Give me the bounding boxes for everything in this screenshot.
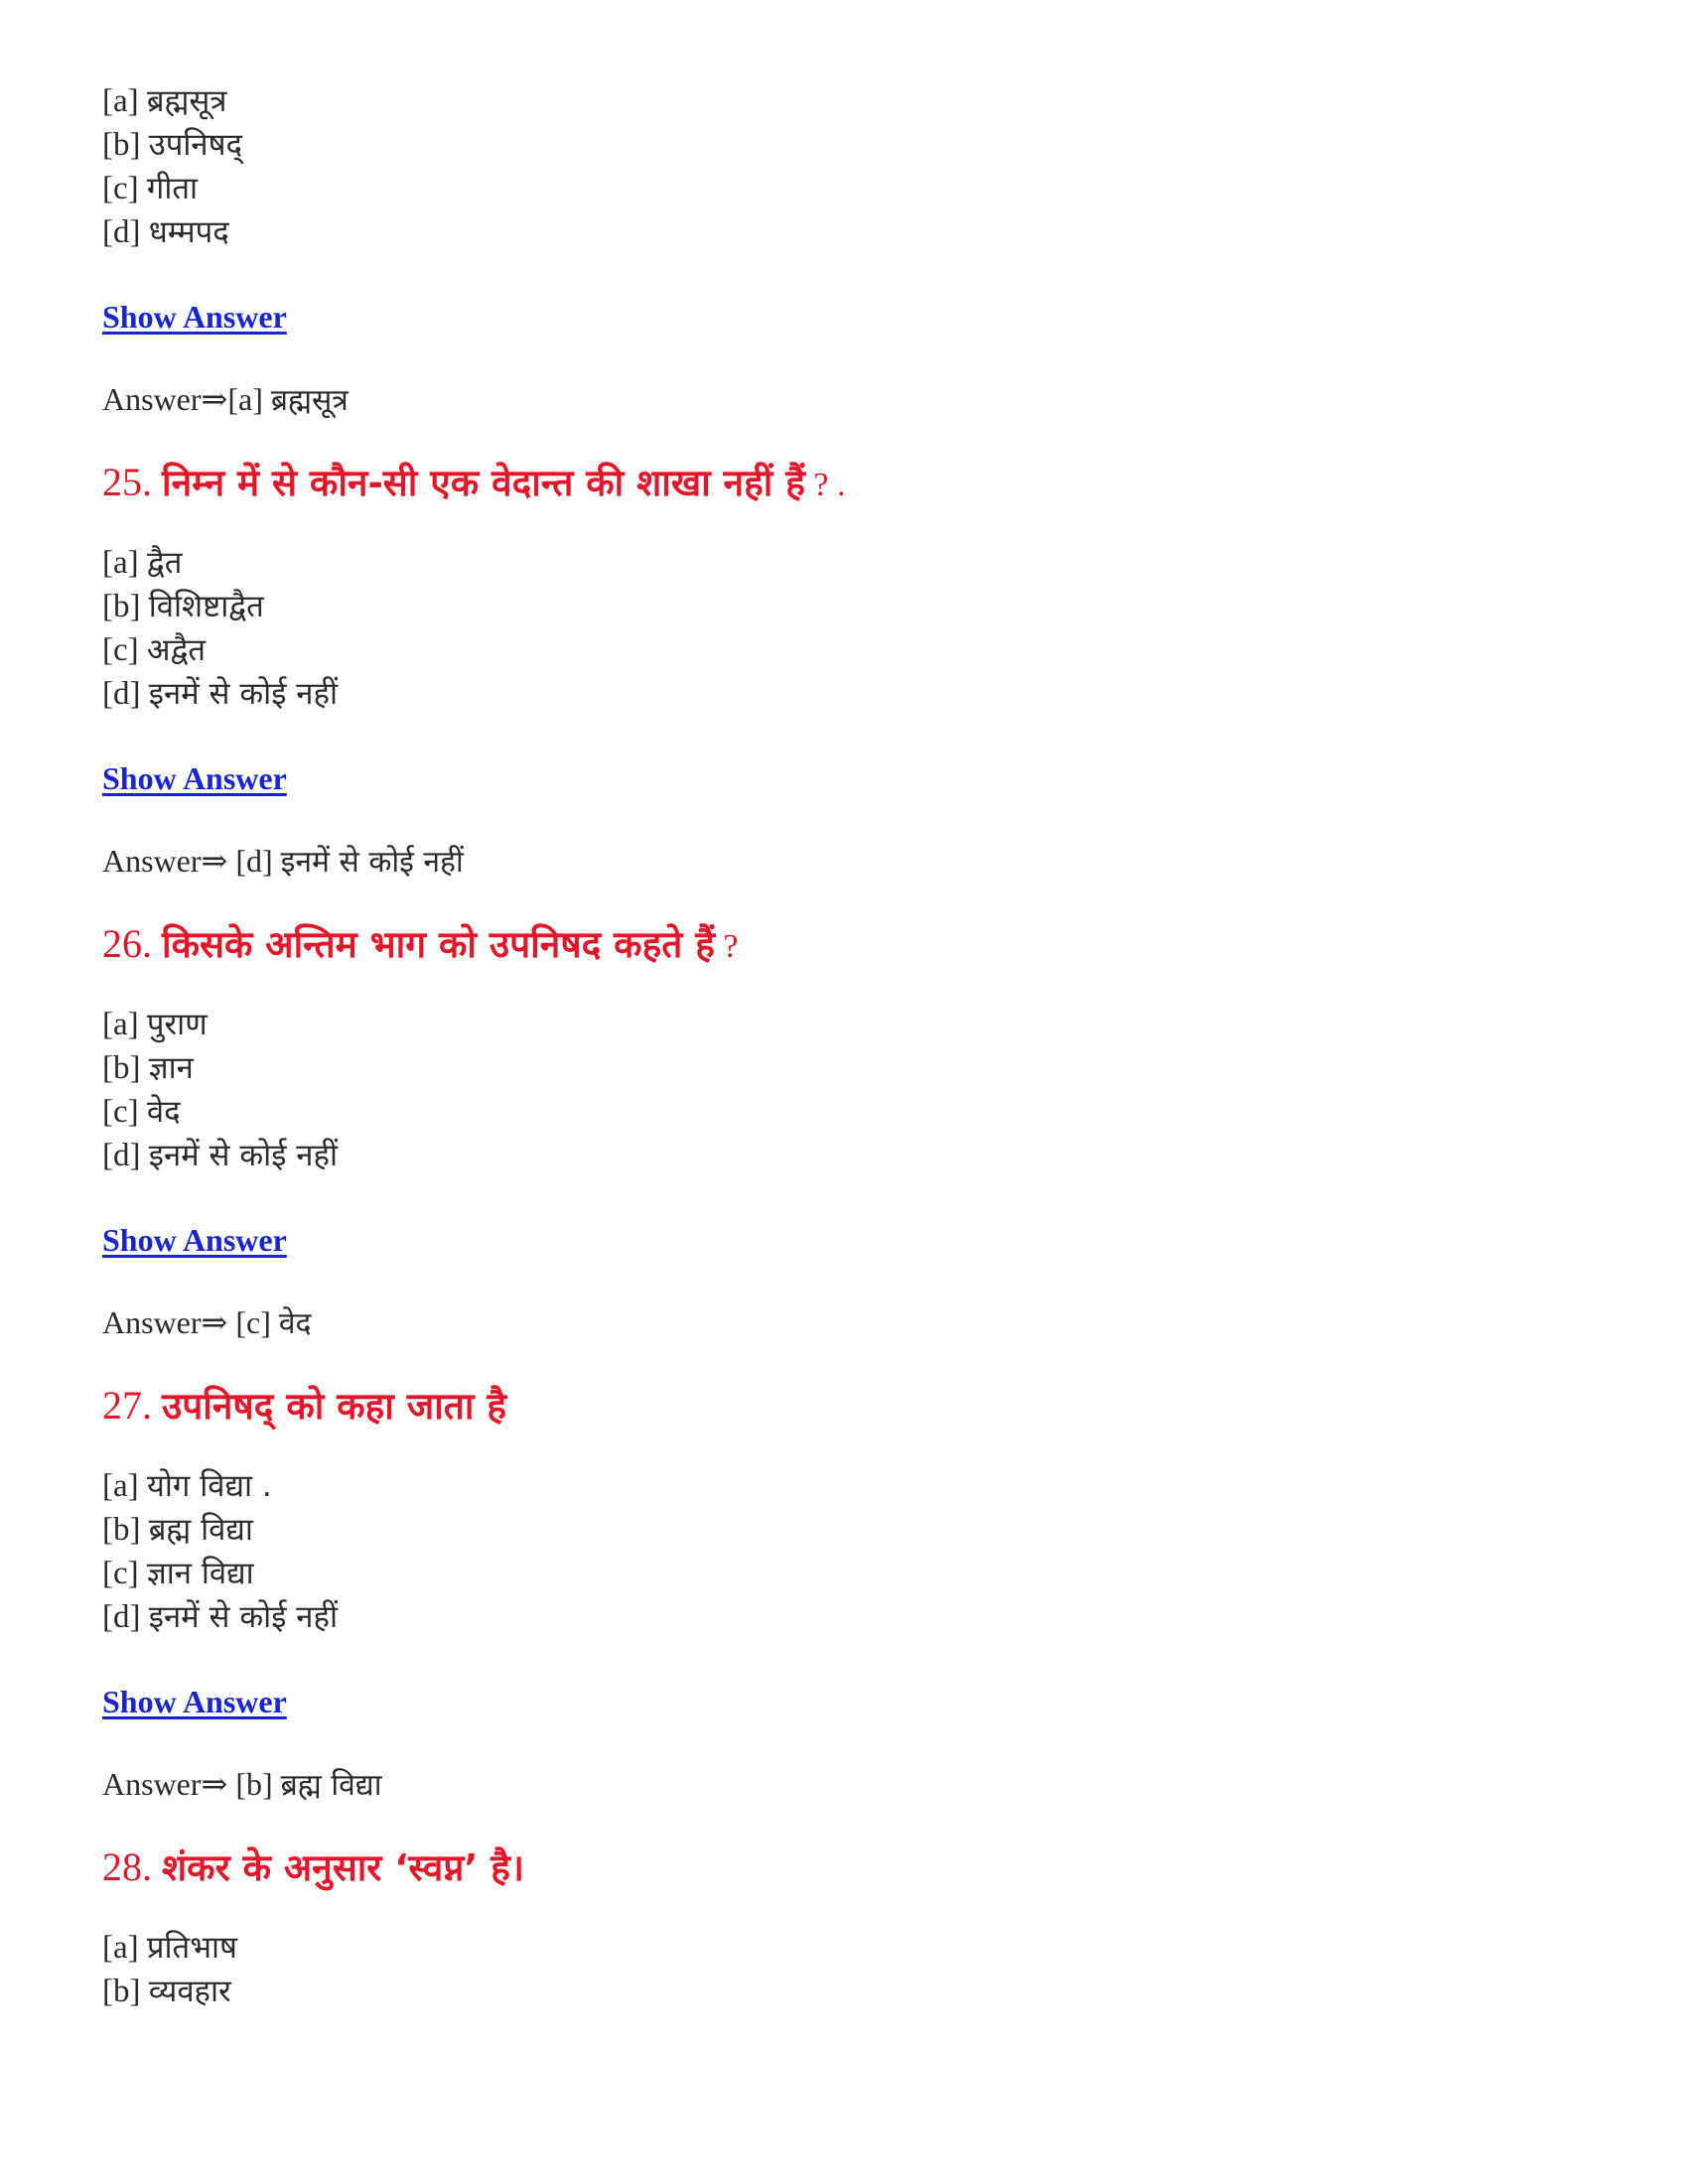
question-block-25 bbox=[102, 457, 1592, 885]
option-c: [c] अद्वैत bbox=[102, 632, 207, 668]
option-d: [d] धम्मपद bbox=[102, 214, 229, 250]
option-b: [b] ब्रह्म विद्या bbox=[102, 1512, 253, 1548]
option-a: [a] ब्रह्मसूत्र bbox=[102, 83, 227, 119]
option-a: [a] द्वैत bbox=[102, 545, 183, 581]
show-answer-link[interactable]: Show Answer bbox=[102, 760, 287, 796]
option-d: [d] इनमें से कोई नहीं bbox=[102, 1138, 338, 1173]
option-b: [b] व्यवहार bbox=[102, 1974, 231, 2009]
option-a: [a] योग विद्या . bbox=[102, 1468, 272, 1504]
question-heading: 26. किसके अन्तिम भाग को उपनिषद कहते हैं ? bbox=[102, 921, 739, 966]
option-b: [b] उपनिषद् bbox=[102, 127, 242, 163]
option-b: [b] विशिष्टाद्वैत bbox=[102, 589, 264, 624]
show-answer-link[interactable]: Show Answer bbox=[102, 1222, 287, 1258]
quiz-page bbox=[102, 79, 1592, 2013]
show-answer-link[interactable]: Show Answer bbox=[102, 299, 287, 335]
option-b: [b] ज्ञान bbox=[102, 1050, 194, 1086]
answer-line: Answer⇒ [b] ब्रह्म विद्या bbox=[102, 1766, 382, 1803]
answer-line: Answer⇒ [c] वेद bbox=[102, 1304, 312, 1341]
question-heading: 27. उपनिषद् को कहा जाता है bbox=[102, 1383, 506, 1428]
option-d: [d] इनमें से कोई नहीं bbox=[102, 1599, 338, 1635]
question-block-27 bbox=[102, 1380, 1592, 1808]
option-c: [c] वेद bbox=[102, 1094, 181, 1130]
question-heading: 25. निम्न में से कौन-सी एक वेदान्त की शाखा नहीं हैं ? . bbox=[102, 460, 846, 504]
option-d: [d] इनमें से कोई नहीं bbox=[102, 676, 338, 712]
answer-line: Answer⇒[a] ब्रह्मसूत्र bbox=[102, 381, 349, 418]
show-answer-link[interactable]: Show Answer bbox=[102, 1684, 287, 1719]
question-block-24 bbox=[102, 79, 1592, 423]
question-block-26 bbox=[102, 918, 1592, 1346]
answer-line: Answer⇒ [d] इनमें से कोई नहीं bbox=[102, 843, 464, 880]
question-block-28 bbox=[102, 1842, 1592, 2013]
option-a: [a] प्रतिभाष bbox=[102, 1930, 237, 1966]
question-heading: 28. शंकर के अनुसार ‘स्वप्न’ है। bbox=[102, 1844, 524, 1889]
option-c: [c] गीता bbox=[102, 171, 199, 206]
option-c: [c] ज्ञान विद्या bbox=[102, 1556, 254, 1591]
option-a: [a] पुराण bbox=[102, 1007, 208, 1042]
